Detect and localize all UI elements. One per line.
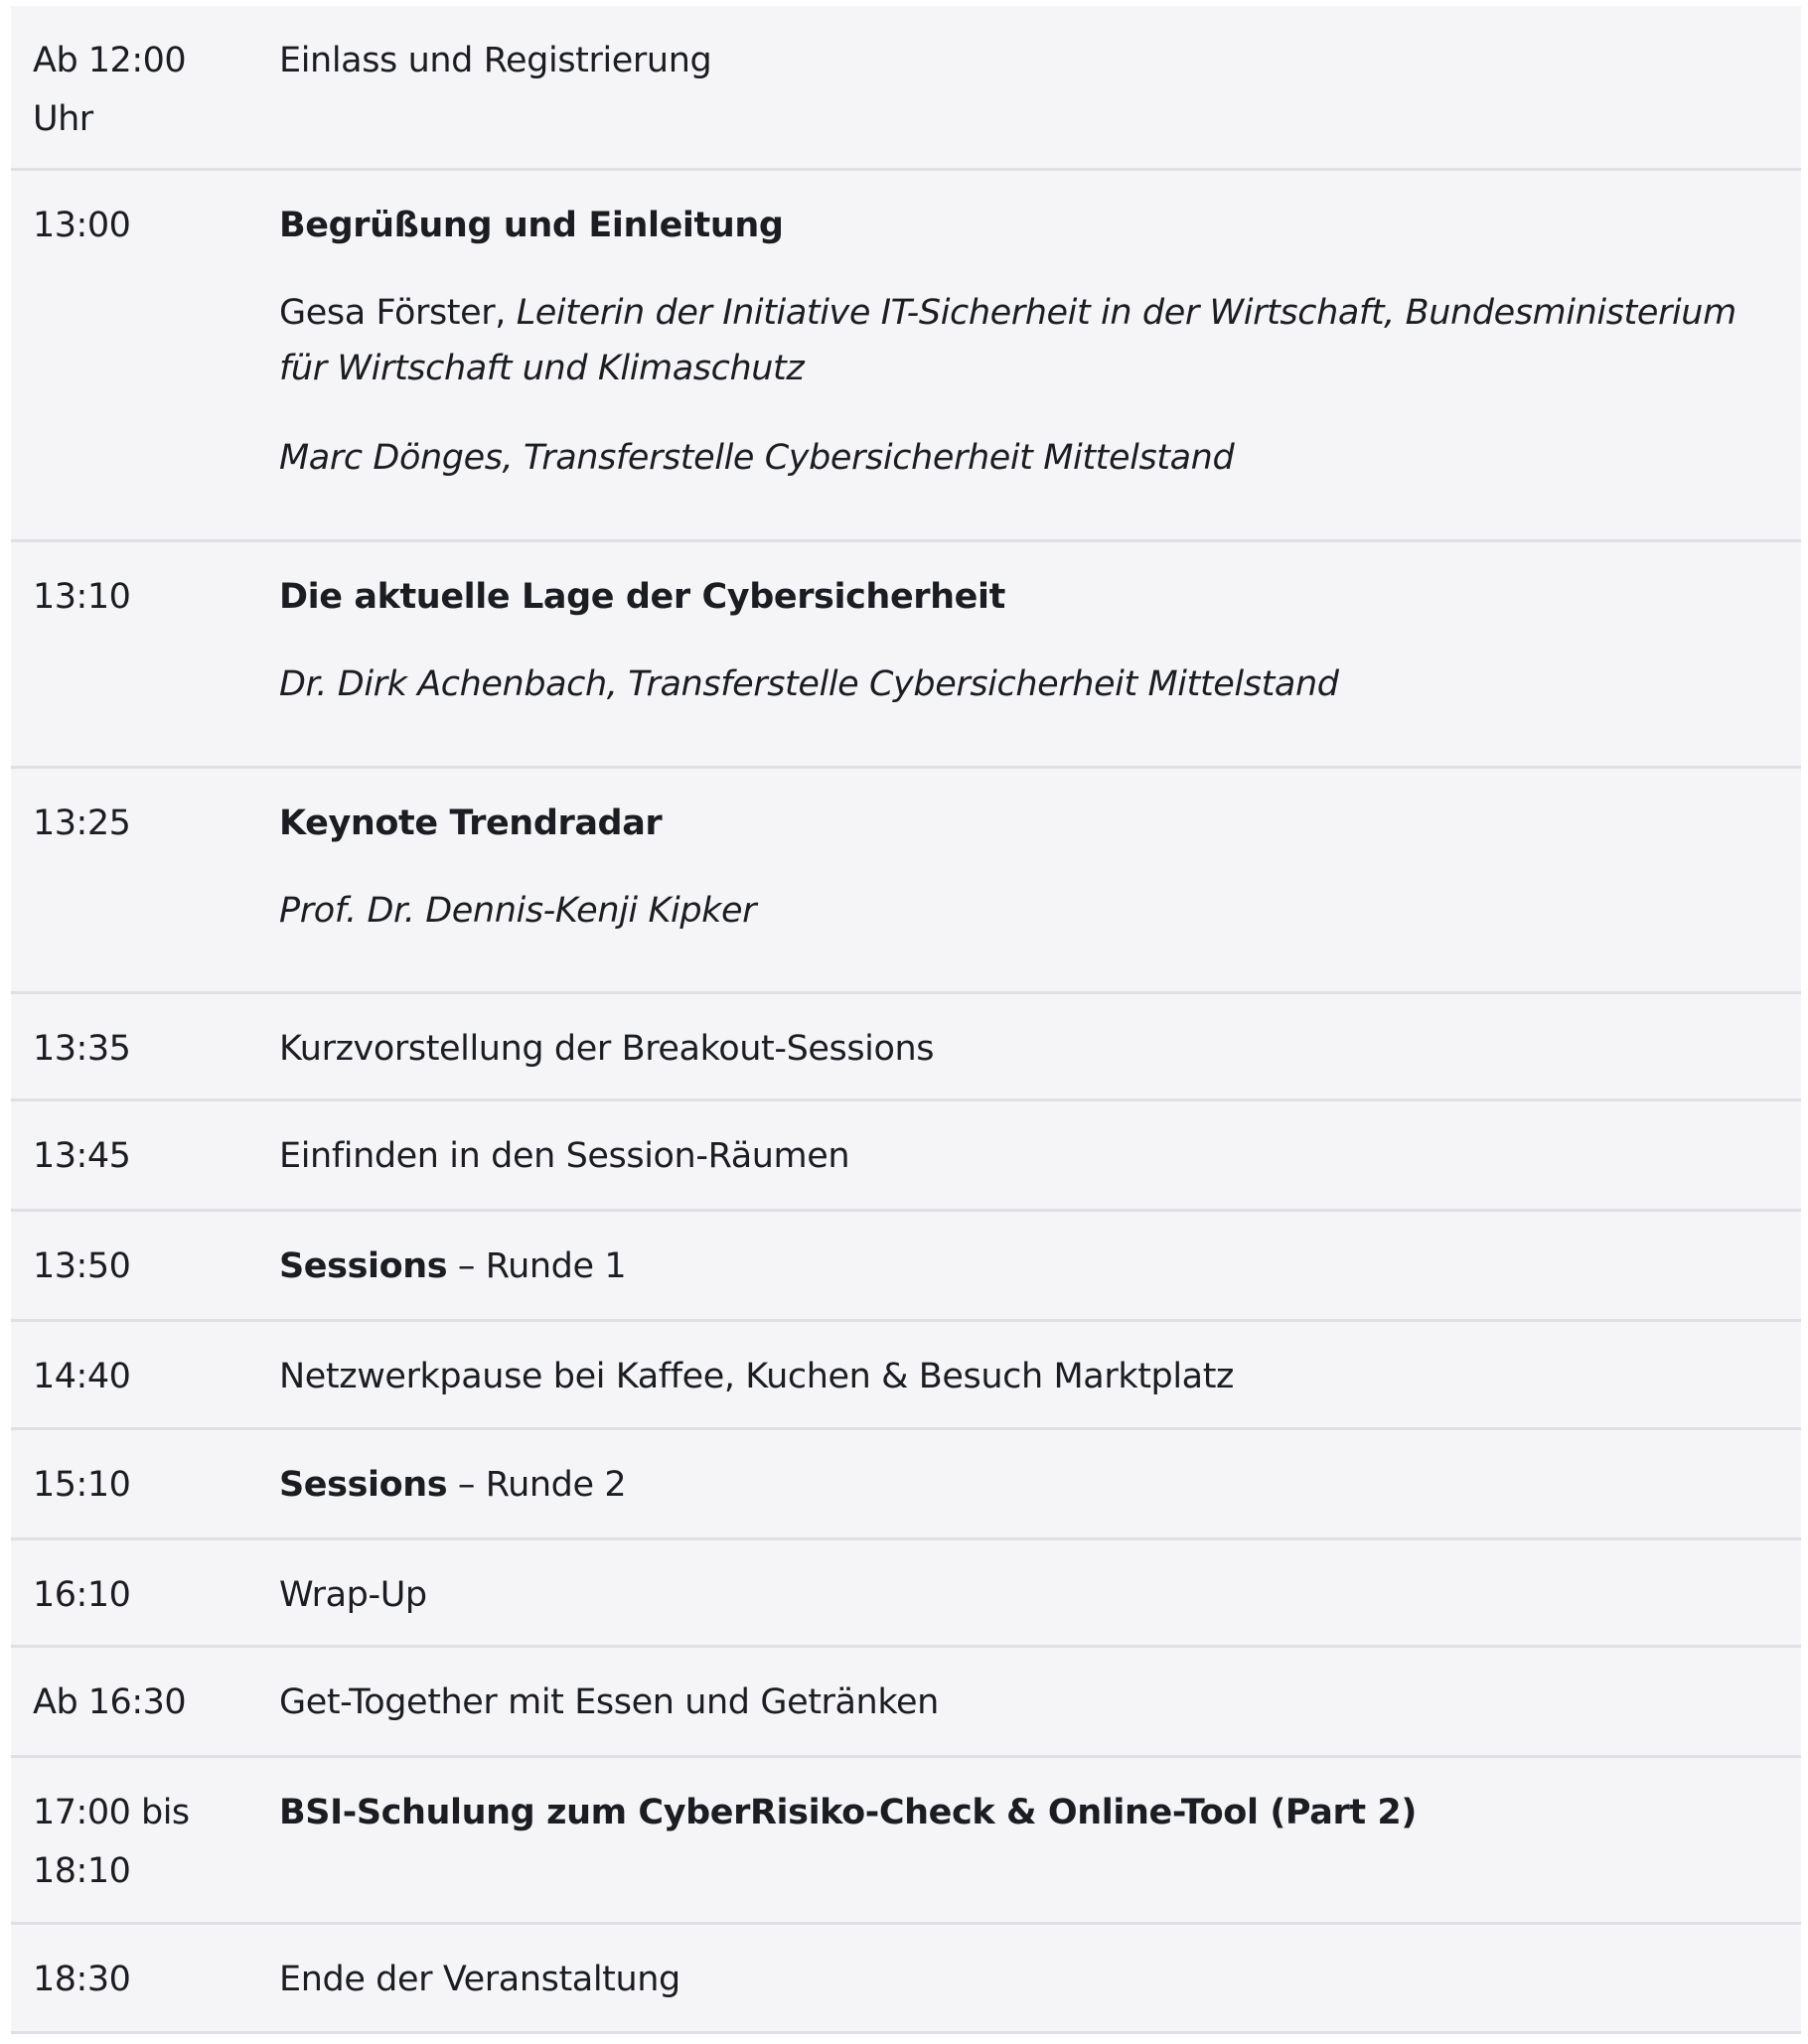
agenda-time: 13:45: [33, 1136, 131, 1176]
agenda-row: [11, 1540, 1801, 1648]
speaker-name: Gesa Förster: [279, 293, 496, 333]
agenda-table: [11, 6, 1801, 2034]
agenda-content: [279, 1020, 1769, 1079]
agenda-time: 13:00: [33, 206, 131, 245]
agenda-content: [279, 568, 1769, 712]
agenda-row: [11, 769, 1801, 994]
agenda-item-text: Ende der Veranstaltung: [279, 1960, 680, 1999]
agenda-content: [279, 1456, 1769, 1515]
agenda-item-title: Begrüßung und Einleitung: [279, 206, 784, 245]
agenda-item-text: Einfinden in den Session-Räumen: [279, 1136, 850, 1176]
agenda-row: [11, 1430, 1801, 1540]
agenda-content: [279, 1127, 1769, 1186]
agenda-row: [11, 542, 1801, 769]
speaker-line: Dr. Dirk Achenbach, Transferstelle Cybersicherheit Mittelstand: [279, 664, 1339, 704]
agenda-row: [11, 1758, 1801, 1925]
speaker-line: Prof. Dr. Dennis-Kenji Kipker: [279, 891, 757, 931]
agenda-row: [11, 1925, 1801, 2034]
agenda-item-text: Einlass und Registrierung: [279, 41, 712, 80]
agenda-time: 14:40: [33, 1357, 131, 1396]
agenda-content: [279, 197, 1769, 486]
agenda-item-title: Sessions: [279, 1246, 448, 1286]
agenda-row: [11, 6, 1801, 171]
agenda-time: 13:50: [33, 1246, 131, 1286]
agenda-time: 15:10: [33, 1465, 131, 1505]
agenda-item-suffix: – Runde 1: [447, 1246, 627, 1286]
agenda-item-title: Sessions: [279, 1465, 448, 1505]
agenda-content: [279, 795, 1769, 939]
agenda-item-title: Keynote Trendradar: [279, 803, 663, 843]
speaker-line: Gesa Förster, Leiterin der Initiative IT-Sicherheit in der Wirtschaft, Bundesministerium für Wirtschaft und Klimaschutz: [279, 293, 1736, 388]
agenda-content: [279, 1784, 1769, 1842]
agenda-row: [11, 1212, 1801, 1322]
agenda-row: [11, 1101, 1801, 1212]
agenda-item-text: Wrap-Up: [279, 1575, 427, 1615]
agenda-content: [279, 1566, 1769, 1625]
agenda-content: [279, 1951, 1769, 2009]
agenda-item-suffix: – Runde 2: [447, 1465, 627, 1505]
agenda-item-text: Get-Together mit Essen und Getränken: [279, 1682, 939, 1722]
agenda-time: Ab 12:00 Uhr: [33, 41, 187, 139]
agenda-item-text: Kurzvorstellung der Breakout-Sessions: [279, 1029, 935, 1069]
agenda-row: [11, 1322, 1801, 1430]
agenda-time: Ab 16:30: [33, 1682, 187, 1722]
agenda-content: [279, 1674, 1769, 1732]
agenda-content: [279, 1238, 1769, 1296]
agenda-item-title: Die aktuelle Lage der Cybersicherheit: [279, 577, 1005, 617]
agenda-time: 16:10: [33, 1575, 131, 1615]
agenda-time: 17:00 bis 18:10: [33, 1793, 190, 1891]
agenda-item-text: Netzwerkpause bei Kaffee, Kuchen & Besuch Marktplatz: [279, 1357, 1235, 1396]
agenda-row: [11, 1648, 1801, 1758]
agenda-item-title: BSI-Schulung zum CyberRisiko-Check & Online-Tool (Part 2): [279, 1793, 1417, 1832]
agenda-content: [279, 1348, 1769, 1406]
speaker-line: Marc Dönges, Transferstelle Cybersicherheit Mittelstand: [279, 438, 1235, 478]
agenda-time: 13:25: [33, 803, 131, 843]
agenda-time: 13:35: [33, 1029, 131, 1069]
agenda-row: [11, 171, 1801, 542]
agenda-time: 13:10: [33, 577, 131, 617]
agenda-row: [11, 994, 1801, 1101]
agenda-content: [279, 32, 1769, 90]
agenda-time: 18:30: [33, 1960, 131, 1999]
speaker-role: Leiterin der Initiative IT-Sicherheit in der Wirtschaft, Bundesministerium für Wirtschaft und Klimaschutz: [279, 293, 1736, 388]
